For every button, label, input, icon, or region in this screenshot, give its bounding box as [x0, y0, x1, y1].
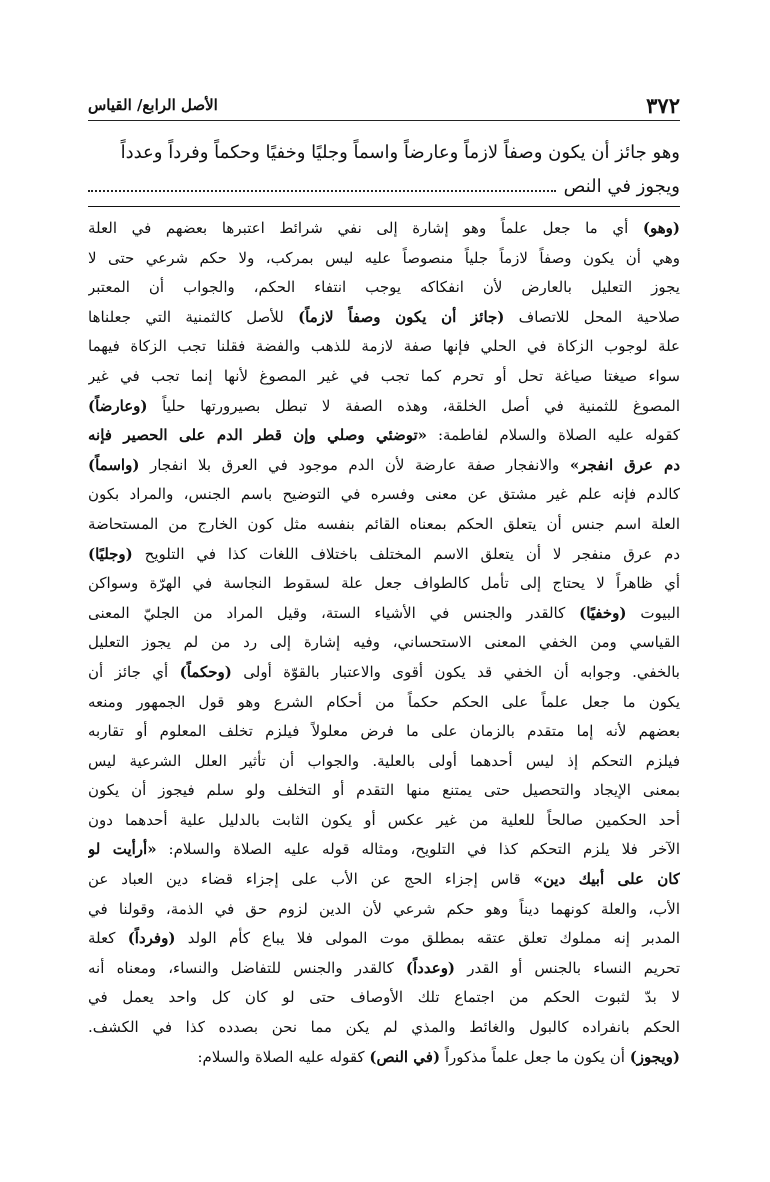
commentary-text	[88, 214, 680, 1072]
commentary-line	[88, 392, 680, 422]
commentary-segment: العلة اسم جنس أن يتعلق الحكم بمعناه القائم بنفسه مثل كون الخارج من المستحاضة	[88, 514, 680, 533]
commentary-line	[88, 214, 680, 244]
commentary-line	[88, 865, 680, 895]
commentary-segment: دم عرق منفجر لا أن يتعلق الاسم المختلف باختلاف اللغات كذا في التلويح	[132, 544, 680, 563]
quoted-term: (وعارضاً)	[88, 396, 148, 415]
quoted-term: (وهو)	[642, 219, 680, 237]
commentary-segment: أحد الحكمين صالحاً للعلية من غير عكس أو يكون الثابت بالدليل علية أحدهما دون	[88, 810, 680, 829]
commentary-segment: للأصل كالثمنية التي جعلناها	[88, 307, 299, 326]
commentary-segment: كقوله عليه الصلاة والسلام:	[197, 1047, 370, 1066]
quoted-term: (وخفيًا)	[579, 603, 627, 622]
commentary-line	[88, 895, 680, 925]
quoted-term: (ويجوز)	[629, 1047, 680, 1066]
commentary-line	[88, 540, 680, 570]
commentary-segment: بالخفي. وجوابه أن الخفي قد يكون أقوى والاعتبار بالقوّة أولى	[231, 662, 680, 681]
main-text	[88, 136, 680, 204]
commentary-line	[88, 717, 680, 747]
commentary-line	[88, 835, 680, 865]
commentary-segment: الآخر فلا يلزم التحكم كذا في التلويح، ومثاله قوله عليه الصلاة والسلام:	[156, 840, 680, 859]
commentary-segment: كعلة	[88, 929, 128, 948]
commentary-line	[88, 510, 680, 540]
quoted-term: (وعدداً)	[405, 958, 456, 977]
commentary-line	[88, 1013, 680, 1043]
quoted-term: دم عرق انفجر»	[569, 455, 680, 474]
main-text-line-2-text: ويجوز في النص	[563, 176, 680, 197]
commentary-segment: قاس إجزاء الحج عن الأب على إجزاء قضاء دين العباد عن	[88, 870, 534, 889]
main-text-line-1: وهو جائز أن يكون وصفاً لازماً وعارضاً واسماً وجليًا وخفيًا وحكماً وفرداً وعدداً	[120, 142, 680, 163]
running-header	[88, 90, 680, 121]
commentary-segment: كالقدر والجنس في الأشياء الستة، وقيل المراد من الجليّ المعنى	[88, 603, 580, 622]
quoted-term: (وحكماً)	[179, 662, 232, 681]
quoted-term: (وفرداً)	[127, 929, 176, 948]
quoted-term: (جائز أن يكون وصفاً لازماً)	[298, 307, 505, 326]
commentary-segment: يكون ما جعل علماً على الحكم حكماً من أحكام الشرع وهو قول الجمهور ومنعه	[88, 692, 680, 711]
commentary-line	[88, 747, 680, 777]
commentary-segment: صلاحية المحل للاتصاف	[504, 307, 680, 326]
commentary-segment: الأب، والعلة كونهما ديناً وهو حكم شرعي لأن الدين لزوم حق في الذمة، وقولنا في	[88, 899, 680, 918]
commentary-line	[88, 983, 680, 1013]
commentary-segment: سواء صيغتا صياغة تحل أو تحرم كما تجب في غير المصوغ لأنها إنما تجب في غير	[88, 366, 680, 385]
commentary-segment: وهي أن يكون وصفاً لازماً جلياً منصوصاً عليه ليس بمركب، ولا حكم شرعي حتى لا	[88, 248, 680, 267]
commentary-segment: بمعنى الإيجاد والتحصيل حتى يمتنع منها التقدم أو التخلف ولو سلم فيجوز أن يكون	[88, 781, 680, 800]
quoted-term: كان على أبيك دين»	[533, 870, 680, 889]
commentary-line	[88, 1043, 680, 1073]
commentary-line	[88, 480, 680, 510]
commentary-line	[88, 362, 680, 392]
commentary-segment: علة لوجوب الزكاة في الحلي فإنها صفة لازمة للذهب والفضة فقلنا تجب الزكاة فيهما	[88, 337, 680, 356]
commentary-line	[88, 776, 680, 806]
commentary-line	[88, 451, 680, 481]
commentary-line	[88, 628, 680, 658]
quoted-term: (وجليًا)	[88, 544, 133, 563]
commentary-line	[88, 303, 680, 333]
quoted-term: (في النص)	[369, 1047, 441, 1066]
quoted-term: «توضئي وصلي وإن قطر الدم على الحصير فإنه	[88, 426, 428, 445]
commentary-segment: القياسي ومن الخفي المعنى الاستحساني، وفيه إشارة إلى رد من لم يجوز التعليل	[88, 633, 680, 652]
separator-rule	[88, 206, 680, 207]
commentary-segment: لا بدّ لثبوت الحكم من اجتماع تلك الأوصاف حتى لو كان كل واحد يعمل في	[88, 988, 680, 1007]
commentary-segment: تحريم النساء بالجنس أو القدر	[455, 958, 680, 977]
commentary-segment: فيلزم التحكم إذ ليس أحدهما أولى بالعلية. والجواب أن تأثير العلل الشرعية ليس	[88, 751, 680, 770]
commentary-line	[88, 273, 680, 303]
quoted-term: (واسماً)	[88, 455, 140, 474]
commentary-line	[88, 569, 680, 599]
main-text-line-2	[88, 170, 680, 204]
commentary-segment: بعضهم لأنه إما متقدم بالزمان على ما فرض معلولاً فيلزم تخلف المعلوم أو تقاربه	[88, 722, 680, 741]
commentary-segment: أن يكون ما جعل علماً مذكوراً	[440, 1047, 630, 1066]
commentary-line	[88, 599, 680, 629]
commentary-segment: أي ما جعل علماً وهو إشارة إلى نفي شرائط اعتبرها بعضهم في العلة	[88, 219, 643, 237]
commentary-line	[88, 332, 680, 362]
commentary-line	[88, 688, 680, 718]
commentary-line	[88, 954, 680, 984]
header-title: الأصل الرابع/ القياس	[88, 96, 218, 114]
commentary-segment: يجوز التعليل بالعارض لأن انفكاكه يوجب انتفاء الحكم، والجواب أن المعتبر	[88, 278, 680, 297]
page-number: ٣٧٢	[646, 92, 680, 118]
commentary-segment: الحكم بانفراده كالبول والغائط والمذي لم يكن مما نحن بصدده كذا في الكشف.	[88, 1018, 680, 1037]
commentary-segment: أي جائز أن	[88, 662, 180, 681]
quoted-term: «أرأيت لو	[88, 840, 157, 859]
commentary-segment: البيوت	[626, 603, 680, 622]
commentary-segment: أي ظاهراً لا يحتاج إلى تأمل كالطواف جعل علة لسقوط النجاسة في الهرّة وسواكن	[88, 574, 680, 593]
commentary-line	[88, 244, 680, 274]
commentary-segment: كقوله عليه الصلاة والسلام لفاطمة:	[427, 426, 680, 445]
commentary-line	[88, 658, 680, 688]
commentary-line	[88, 924, 680, 954]
dotted-leader	[88, 189, 556, 192]
commentary-segment: المدبر إنه مملوك تعلق عتقه بمطلق موت المولى فلا يباع كأم الولد	[175, 929, 680, 948]
commentary-segment: كالقدر والجنس للتفاضل والنساء، ومعناه أنه	[88, 958, 406, 977]
commentary-segment: والانفجار صفة عارضة لأن الدم موجود في العرق بلا انفجار	[139, 455, 570, 474]
commentary-segment: كالدم فإنه علم غير مشتق عن معنى وفسره في التوضيح باسم الجنس، والمراد بكون	[88, 485, 680, 504]
commentary-line	[88, 421, 680, 451]
commentary-segment: المصوغ للثمنية في أصل الخلقة، وهذه الصفة لا تبطل بصيرورتها حلياً	[147, 396, 680, 415]
commentary-line	[88, 806, 680, 836]
